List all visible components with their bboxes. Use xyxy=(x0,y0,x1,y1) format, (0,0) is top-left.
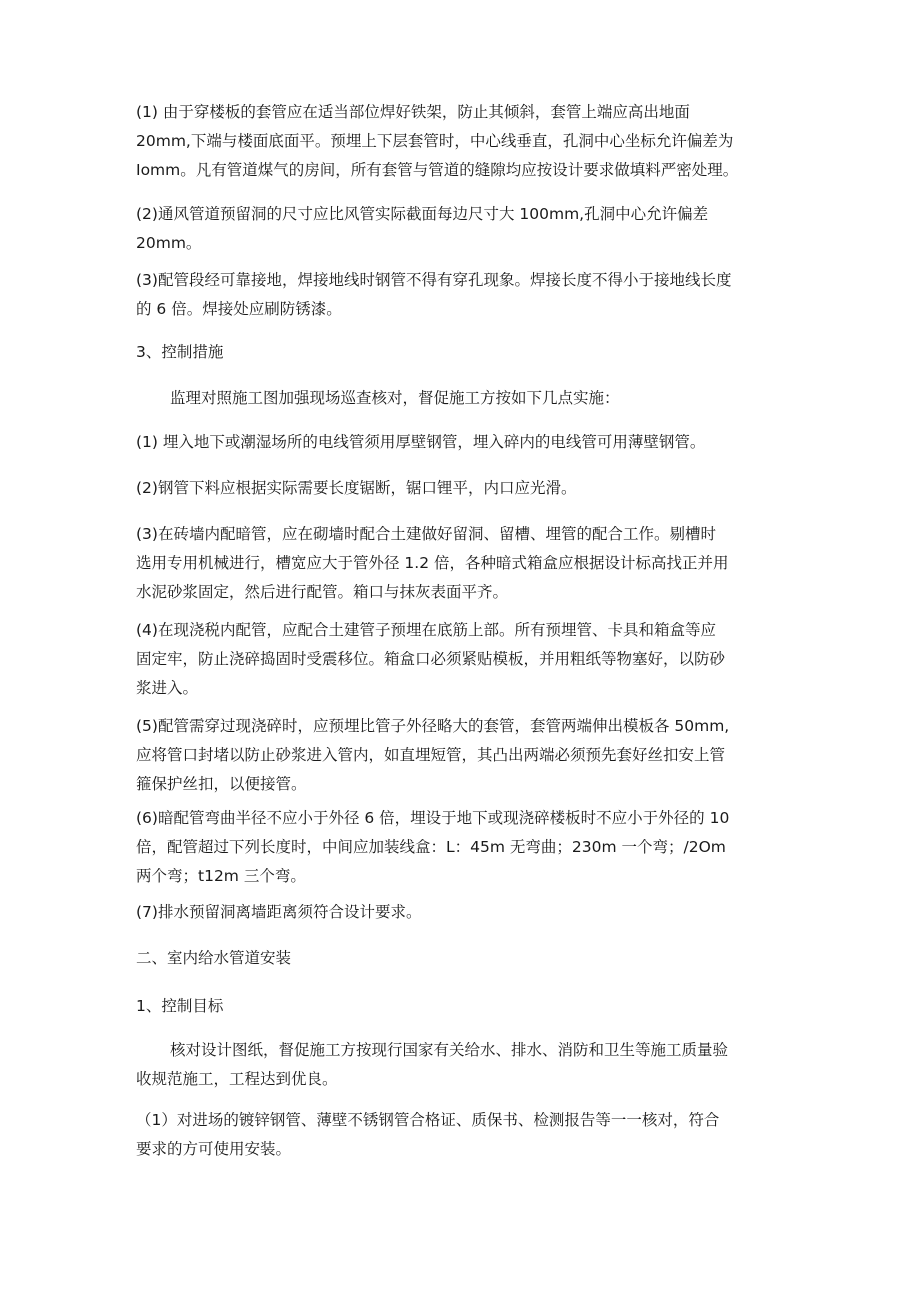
text-line: (3)在砖墙内配暗管，应在砌墙时配合土建做好留洞、留槽、埋管的配合工作。剔槽时 xyxy=(136,525,716,543)
paragraph-6 xyxy=(136,520,796,607)
text-line: (2)通风管道预留洞的尺寸应比风管实际截面每边尺寸大 100mm,孔洞中心允许偏差 xyxy=(136,205,709,223)
text-line: (6)暗配管弯曲半径不应小于外径 6 倍，埋设于地下或现浇碎楼板时不应小于外径的 10 xyxy=(136,809,730,827)
text-line: 水泥砂浆固定，然后进行配管。箱口与抹灰表面平齐。 xyxy=(136,583,509,601)
paragraph-12 xyxy=(136,1106,796,1164)
text-line: 收规范施工，工程达到优良。 xyxy=(136,1070,338,1088)
paragraph-1 xyxy=(136,98,796,185)
section-heading xyxy=(136,944,796,973)
text-line: 3、控制措施 xyxy=(136,343,224,361)
text-line: 监理对照施工图加强现场巡查核对，督促施工方按如下几点实施： xyxy=(170,389,620,407)
paragraph-8 xyxy=(136,712,796,799)
paragraph-7 xyxy=(136,616,796,703)
text-line: 箍保护丝扣，以便接管。 xyxy=(136,775,307,793)
paragraph-9 xyxy=(136,804,796,891)
text-line: 核对设计图纸，督促施工方按现行国家有关给水、排水、消防和卫生等施工质量验 xyxy=(170,1041,729,1059)
text-line: (1) 由于穿楼板的套管应在适当部位焊好铁架，防止其倾斜，套管上端应高出地面 xyxy=(136,103,690,121)
text-line: 固定牢，防止浇碎捣固时受震移位。箱盒口必须紧贴模板，并用粗纸等物塞好，以防砂 xyxy=(136,650,726,668)
text-line: (2)钢管下料应根据实际需要长度锯断，锯口锂平，内口应光滑。 xyxy=(136,479,577,497)
paragraph-2 xyxy=(136,200,796,258)
text-line: （1）对进场的镀锌钢管、薄壁不锈钢管合格证、质保书、检测报告等一一核对，符合 xyxy=(136,1111,720,1129)
paragraph-3 xyxy=(136,266,796,324)
paragraph-11 xyxy=(136,1036,796,1094)
text-line: (4)在现浇税内配管，应配合土建管子预埋在底筋上部。所有预埋管、卡具和箱盒等应 xyxy=(136,621,716,639)
text-line: 1、控制目标 xyxy=(136,997,224,1015)
text-line: (1) 埋入地下或潮湿场所的电线管须用厚壁钢管，埋入碎内的电线管可用薄壁钢管。 xyxy=(136,433,706,451)
text-line: 20mm,下端与楼面底面平。预埋上下层套管时，中心线垂直，孔洞中心坐标允许偏差为 xyxy=(136,132,734,150)
text-line: 浆进入。 xyxy=(136,679,199,697)
text-line: (7)排水预留洞离墙距离须符合设计要求。 xyxy=(136,903,422,921)
text-line: (3)配管段经可靠接地，焊接地线时钢管不得有穿孔现象。焊接长度不得小于接地线长度 xyxy=(136,271,732,289)
text-line: (5)配管需穿过现浇碎时，应预埋比管子外径略大的套管，套管两端伸出模板各 50mm, xyxy=(136,717,730,735)
text-line: 的 6 倍。焊接处应刷防锈漆。 xyxy=(136,300,342,318)
paragraph-5 xyxy=(136,474,796,503)
text-line: 要求的方可使用安装。 xyxy=(136,1140,292,1158)
text-line: 应将管口封堵以防止砂浆进入管内，如直埋短管，其凸出两端必须预先套好丝扣安上管 xyxy=(136,746,726,764)
text-line: 20mm。 xyxy=(136,234,202,252)
text-line: 二、室内给水管道安装 xyxy=(136,949,292,967)
text-line: 两个弯；t12m 三个弯。 xyxy=(136,867,306,885)
paragraph-10 xyxy=(136,898,796,927)
text-line: Iomm。凡有管道煤气的房间，所有套管与管道的缝隙均应按设计要求做填料严密处理。 xyxy=(136,161,739,179)
paragraph-4 xyxy=(136,428,796,457)
paragraph-intro xyxy=(170,384,830,413)
text-line: 选用专用机械进行，槽宽应大于管外径 1.2 倍，各种暗式箱盒应根据设计标高找正并用 xyxy=(136,554,729,572)
subsection-heading xyxy=(136,992,796,1021)
text-line: 倍，配管超过下列长度时，中间应加装线盒：L：45m 无弯曲；230m 一个弯；/2Om xyxy=(136,838,726,856)
section-heading xyxy=(136,338,796,367)
